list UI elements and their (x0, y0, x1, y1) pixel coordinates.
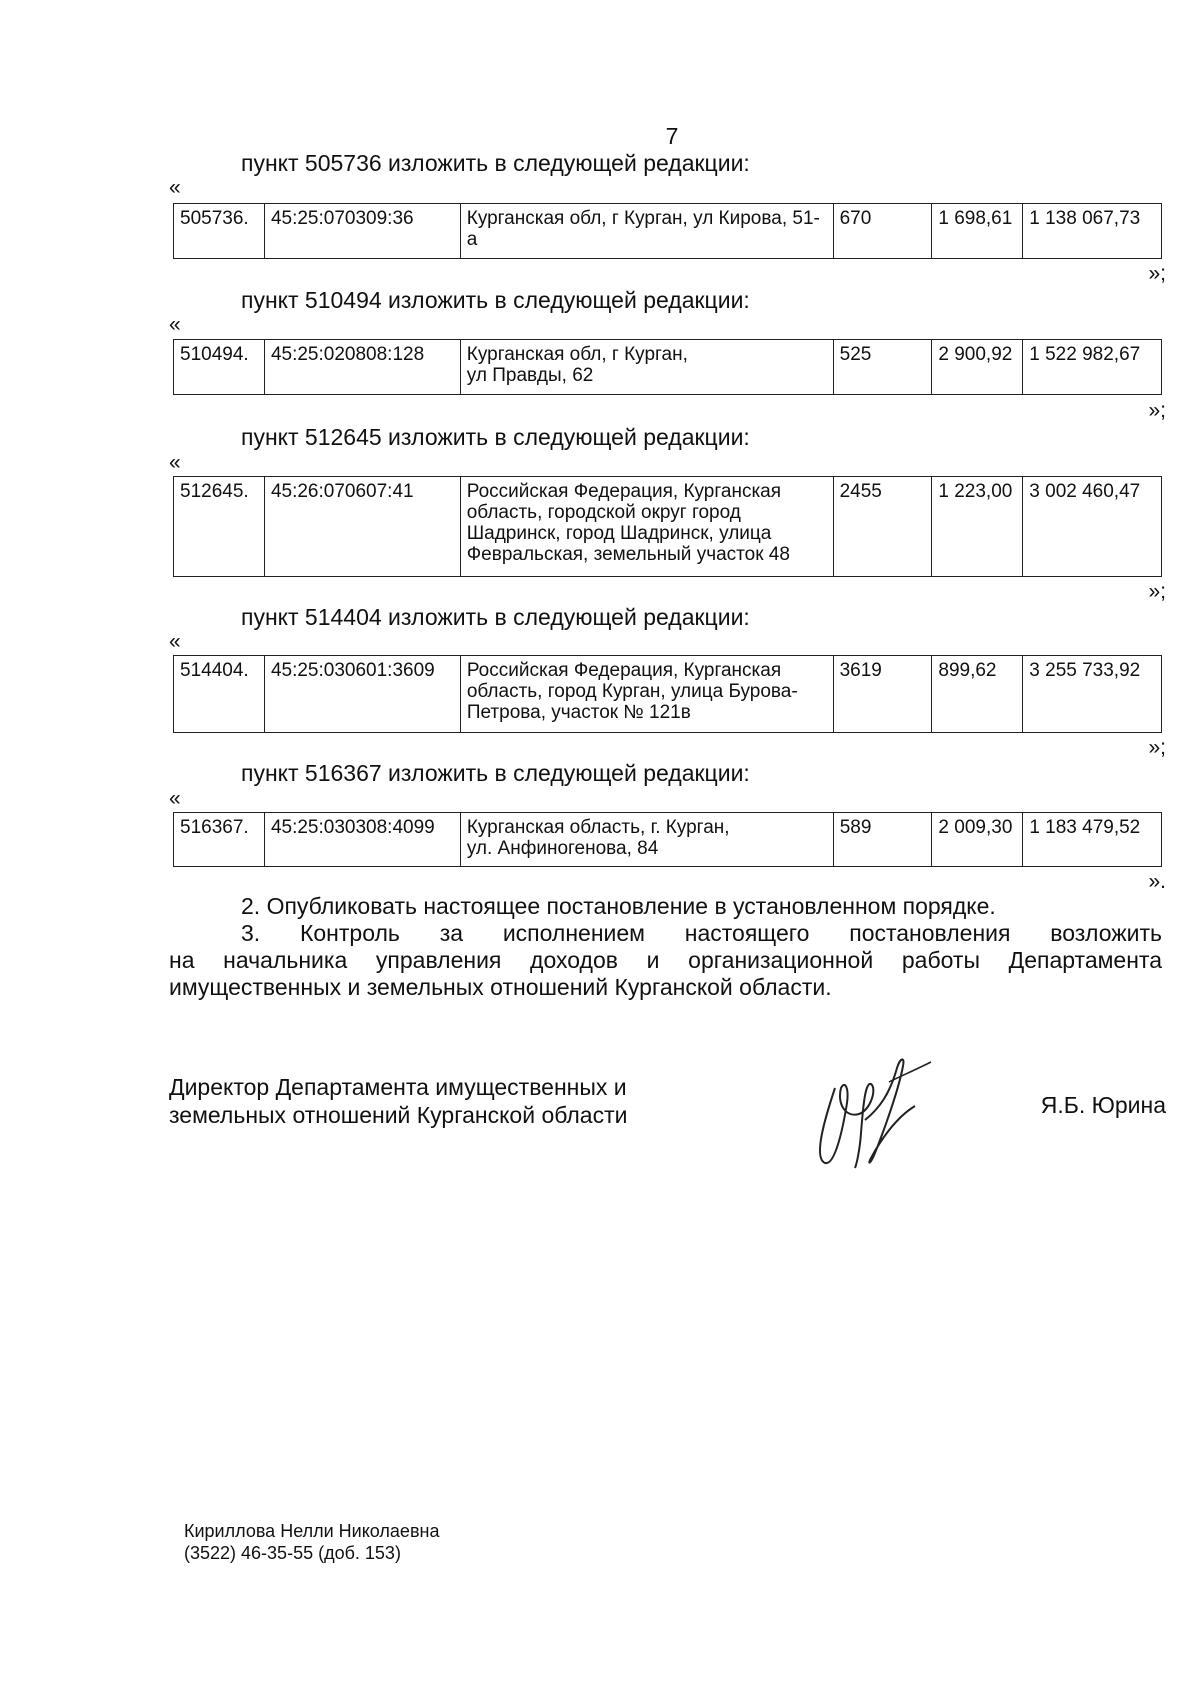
record-table (173, 476, 1162, 577)
executor-info (184, 1520, 439, 1564)
value-cell: 3 002 460,47 (1023, 477, 1162, 577)
signer-title (169, 1073, 627, 1129)
signer-title-line: земельных отношений Курганской области (169, 1102, 628, 1128)
address-cell: Курганская обл, г Курган, ул Кирова, 51-а (460, 204, 833, 259)
item-number-cell: 514404. (174, 656, 265, 733)
table-row (174, 340, 1162, 395)
signer-name: Я.Б. Юрина (1040, 1092, 1166, 1118)
rate-cell: 1 223,00 (932, 477, 1023, 577)
cadastral-number-cell: 45:25:030308:4099 (264, 813, 460, 867)
record-table (173, 339, 1162, 395)
table-row (174, 656, 1162, 733)
cadastral-number-cell: 45:25:070309:36 (264, 204, 460, 259)
quote-close: ». (1148, 870, 1166, 893)
cadastral-number-cell: 45:25:020808:128 (264, 340, 460, 395)
record-table (173, 655, 1162, 733)
cadastral-number-cell: 45:25:030601:3609 (264, 656, 460, 733)
section-intro: пункт 510494 изложить в следующей редакции: (241, 287, 750, 313)
item-number-cell: 512645. (174, 477, 265, 577)
rate-cell: 2 009,30 (932, 813, 1023, 867)
section-intro: пункт 514404 изложить в следующей редакции: (241, 604, 750, 630)
address-cell: Курганская область, г. Курган, ул. Анфиногенова, 84 (460, 813, 833, 867)
quote-close: »; (1148, 736, 1166, 759)
address-cell: Российская Федерация, Курганская область, городской округ город Шадринск, город Шадринск, улица Февральская, земельный участок 48 (460, 477, 833, 577)
value-cell: 3 255 733,92 (1023, 656, 1162, 733)
area-cell: 525 (833, 340, 932, 395)
value-cell: 1 138 067,73 (1023, 204, 1162, 259)
section-intro: пункт 516367 изложить в следующей редакции: (241, 760, 750, 786)
rate-cell: 899,62 (932, 656, 1023, 733)
item-number-cell: 510494. (174, 340, 265, 395)
table-row (174, 813, 1162, 867)
executor-phone: (3522) 46-35-55 (доб. 153) (184, 1543, 401, 1563)
cadastral-number-cell: 45:26:070607:41 (264, 477, 460, 577)
address-cell: Курганская обл, г Курган, ул Правды, 62 (460, 340, 833, 395)
table-row (174, 477, 1162, 577)
record-table (173, 812, 1162, 867)
address-cell: Российская Федерация, Курганская область, город Курган, улица Бурова-Петрова, участок № 121в (460, 656, 833, 733)
section-intro: пункт 512645 изложить в следующей редакции: (241, 424, 750, 450)
record-table (173, 203, 1162, 259)
area-cell: 3619 (833, 656, 932, 733)
paragraph-publish: 2. Опубликовать настоящее постановление в установленном порядке. (241, 893, 996, 919)
paragraph-control-line-1: 3. Контроль за исполнением настоящего постановления возложить (241, 920, 1162, 946)
quote-close: »; (1148, 580, 1166, 603)
area-cell: 670 (833, 204, 932, 259)
quote-open: « (169, 313, 181, 336)
area-cell: 2455 (833, 477, 932, 577)
page-number: 7 (665, 123, 679, 149)
table-row (174, 204, 1162, 259)
paragraph-control-line-3: имущественных и земельных отношений Курганской области. (169, 974, 832, 1000)
area-cell: 589 (833, 813, 932, 867)
quote-open: « (169, 451, 181, 474)
value-cell: 1 183 479,52 (1023, 813, 1162, 867)
quote-open: « (169, 787, 181, 810)
quote-close: »; (1148, 399, 1166, 422)
handwritten-signature (805, 1048, 945, 1183)
quote-open: « (169, 630, 181, 653)
item-number-cell: 505736. (174, 204, 265, 259)
item-number-cell: 516367. (174, 813, 265, 867)
rate-cell: 1 698,61 (932, 204, 1023, 259)
signer-title-line: Директор Департамента имущественных и (169, 1074, 627, 1100)
paragraph-control-line-2: на начальника управления доходов и организационной работы Департамента (169, 947, 1162, 973)
executor-name: Кириллова Нелли Николаевна (184, 1521, 440, 1541)
section-intro: пункт 505736 изложить в следующей редакции: (241, 150, 750, 176)
quote-open: « (169, 176, 181, 199)
quote-close: »; (1148, 262, 1166, 285)
value-cell: 1 522 982,67 (1023, 340, 1162, 395)
rate-cell: 2 900,92 (932, 340, 1023, 395)
